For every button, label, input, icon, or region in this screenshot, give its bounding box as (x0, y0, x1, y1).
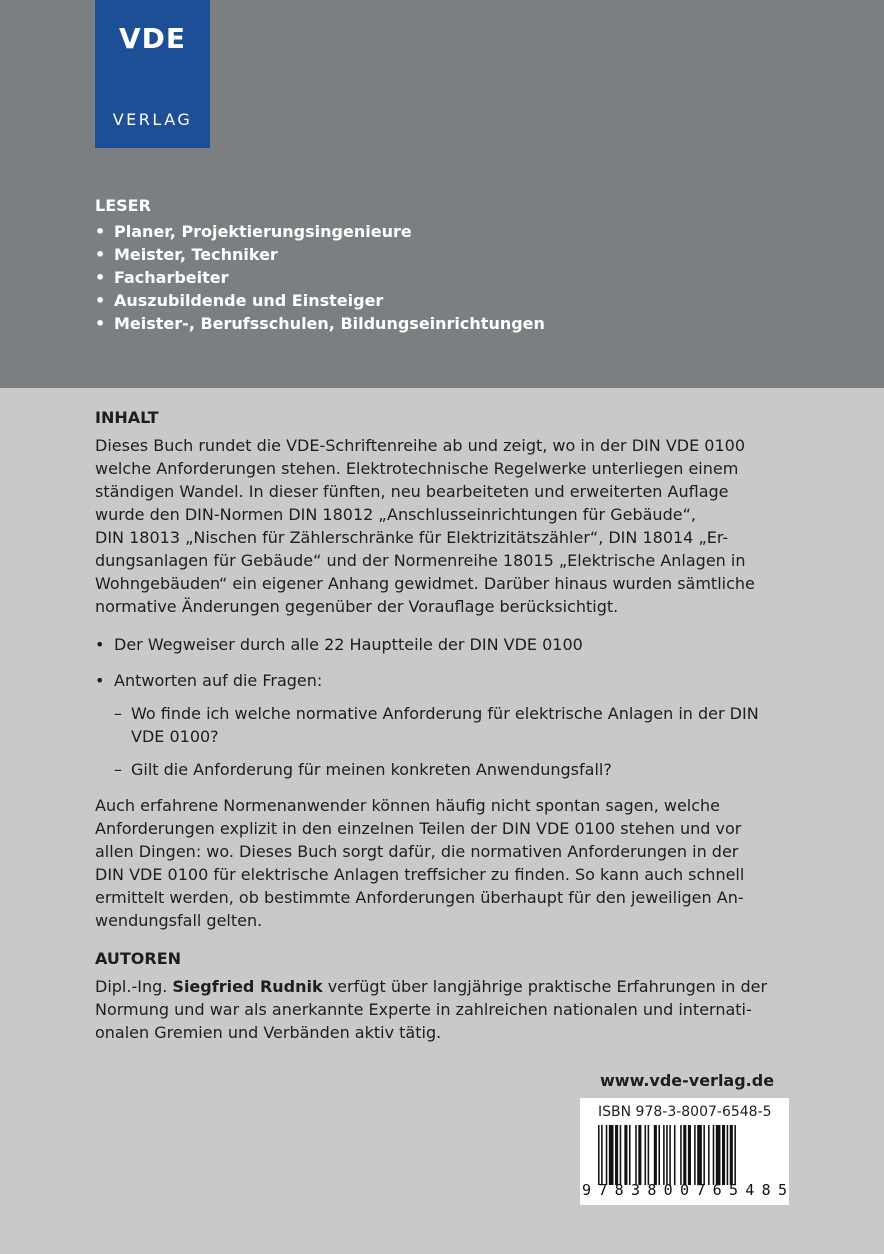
list-item: • Meister-, Berufsschulen, Bildungseinrichtungen (95, 314, 545, 333)
list-item: – Wo finde ich welche normative Anforderung für elektrische Anlagen in der DIN VDE 0100? (114, 704, 759, 746)
autoren-section (95, 948, 795, 1044)
list-item: – Gilt die Anforderung für meinen konkreten Anwendungsfall? (114, 760, 612, 779)
leser-list (95, 220, 795, 335)
leser-heading: LESER (95, 196, 151, 215)
isbn-barcode (580, 1098, 789, 1205)
logo-subtitle: VERLAG (112, 110, 193, 129)
list-item: • Auszubildende und Einsteiger (95, 291, 384, 310)
bullet-icon: • (95, 635, 105, 654)
bullet-icon: • (95, 314, 106, 333)
barcode-icon (598, 1125, 780, 1185)
author-name: Siegfried Rudnik (172, 977, 323, 996)
inhalt-bullet-list (95, 633, 795, 781)
inhalt-section (95, 407, 795, 932)
inhalt-paragraph-2: Auch erfahrene Normenanwender können häufig nicht spontan sagen, welche Anforderungen explizit in den einzelnen Teilen der DIN VDE 0100 stehen und vor allen Dingen: wo. Dieses Buch sorgt dafür, die normativen Anforderungen in der DIN VDE 0100 für elektrische Anlagen treffsicher zu finden. So kann auch schnell ermittelt werden, ob bestimmte Anforderungen überhaupt für den jeweiligen An- wendungsfall gelten. (95, 796, 745, 930)
inhalt-heading: INHALT (95, 408, 159, 427)
list-item: • Der Wegweiser durch alle 22 Hauptteile der DIN VDE 0100 (95, 635, 583, 654)
website-link[interactable]: www.vde-verlag.de (600, 1071, 775, 1090)
barcode-digits: 9 7 8 3 8 0 0 7 6 5 4 8 5 (582, 1181, 787, 1199)
bullet-icon: • (95, 671, 105, 690)
autoren-heading: AUTOREN (95, 949, 182, 968)
bullet-icon: • (95, 291, 106, 310)
autoren-paragraph: Dipl.-Ing. Siegfried Rudnik verfügt über langjährige praktische Erfahrungen in der Normung und war als anerkannte Experte in zahlreichen nationalen und internati- onalen Gremien und Verbänden aktiv tätig. (95, 977, 768, 1042)
inhalt-paragraph-1: Dieses Buch rundet die VDE-Schriftenreihe ab und zeigt, wo in der DIN VDE 0100 welche Anforderungen stehen. Elektrotechnische Regelwerke unterliegen einem ständigen Wandel. In dieser fünften, neu bearbeiteten und erweiterten Auflage wurde den DIN-Normen DIN 18012 „Anschlusseinrichtungen für Gebäude“, DIN 18013 „Nischen für Zählerschränke für Elektrizitätszähler“, DIN 18014 „Er- dungsanlagen für Gebäude“ und der Normenreihe 18015 „Elektrische Anlagen in Wohngebäuden“ ein eigener Anhang gewidmet. Darüber hinaus wurden sämtliche normative Änderungen gegenüber der Vorauflage berücksichtigt. (95, 436, 755, 616)
list-item: • Antworten auf die Fragen: – Wo finde ich welche normative Anforderung für elektrische Anlagen in der DIN VDE 0100? – Gilt die Anforderung für meinen konkreten Anwendungsfall? (95, 669, 795, 781)
leser-section (95, 197, 795, 335)
bullet-icon: • (95, 245, 106, 264)
list-item: • Meister, Techniker (95, 245, 278, 264)
logo-brand: VDE (118, 22, 187, 55)
isbn-number: ISBN 978-3-8007-6548-5 (598, 1104, 772, 1120)
bullet-icon: • (95, 222, 106, 241)
bullet-icon: • (95, 268, 106, 287)
list-item: • Planer, Projektierungsingenieure (95, 222, 412, 241)
vde-verlag-logo (95, 0, 210, 148)
list-item: • Facharbeiter (95, 268, 229, 287)
question-list (114, 702, 795, 781)
dash-icon: – (114, 704, 122, 723)
dash-icon: – (114, 760, 122, 779)
